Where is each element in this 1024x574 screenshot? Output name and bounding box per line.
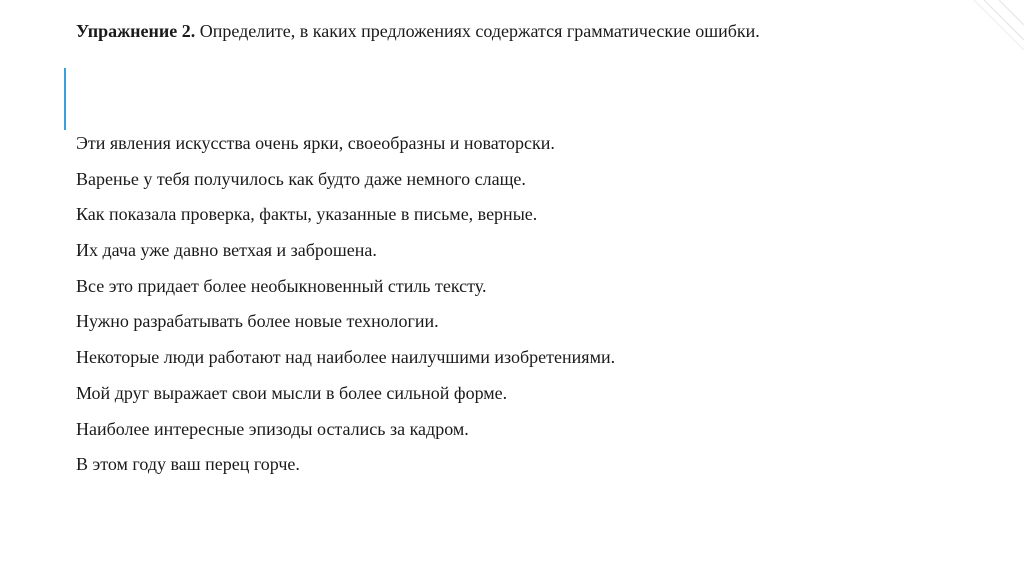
sentence-item: Как показала проверка, факты, указанные в письме, верные. bbox=[76, 204, 538, 225]
sentence-item: В этом году ваш перец горче. bbox=[76, 454, 300, 475]
sentence-item: Эти явления искусства очень ярки, своеобразны и новаторски. bbox=[76, 133, 555, 153]
sentence-item: Варенье у тебя получилось как будто даже немного слаще. bbox=[76, 168, 526, 189]
sentence-item: Их дача уже давно ветхая и заброшена. bbox=[76, 240, 377, 261]
sentence-item: Нужно разрабатывать более новые технологии. bbox=[76, 311, 439, 332]
exercise-title-bold: Упражнение 2. bbox=[76, 21, 196, 41]
sentence-item: Наиболее интересные эпизоды остались за кадром. bbox=[76, 418, 469, 439]
accent-bar bbox=[64, 68, 66, 130]
corner-decoration bbox=[944, 0, 1024, 80]
exercise-title-text: Определите, в каких предложениях содержатся грамматические ошибки. bbox=[195, 21, 760, 41]
sentence-item: Некоторые люди работают над наиболее наилучшими изобретениями. bbox=[76, 347, 616, 368]
sentence-list bbox=[76, 133, 615, 490]
sentence-item: Все это придает более необыкновенный стиль тексту. bbox=[76, 275, 487, 296]
exercise-title bbox=[76, 22, 836, 41]
sentence-item: Мой друг выражает свои мысли в более сильной форме. bbox=[76, 382, 508, 403]
